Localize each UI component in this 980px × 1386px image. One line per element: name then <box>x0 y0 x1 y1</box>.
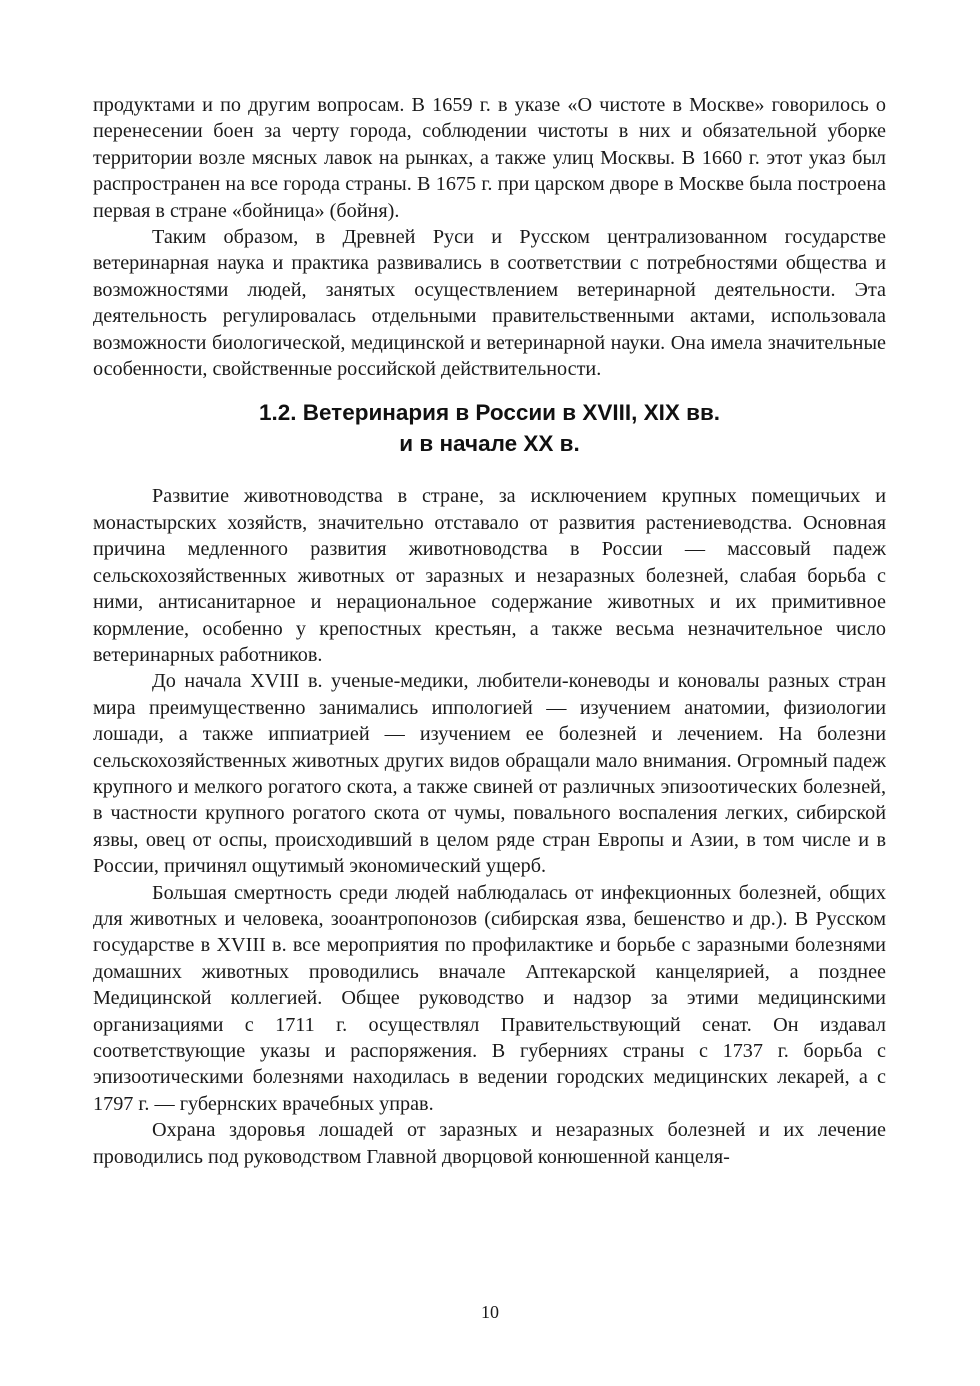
paragraph-5: Большая смертность среди людей наблюдалась от инфекционных болезней, общих для животных и человека, зооантропонозов (сибирская язва, бешенство и др.). В Русском государстве в XVIII в. все мероприятия по профилактике и борьбе с заразными болезнями домашних животных проводились вначале Аптекарской канцелярией, а позднее Медицинской коллегией. Общее руководство и надзор за этими медицинскими организациями с 1711 г. осуществлял Правительствующий сенат. Он издавал соответствующие указы и распоряжения. В губерниях страны с 1737 г. борьба с эпизоотическими болезнями находилась в ведении городских медицинских лекарей, а с 1797 г. — губернских врачебных управ. <box>93 881 886 1115</box>
paragraph-4: До начала XVIII в. ученые-медики, любители-коневоды и коновалы разных стран мира преимущественно занимались иппологией — изучением анатомии, физиологии лошади, а также иппиатрией — изучением ее болезней и лечением. На болезни сельскохозяйственных животных других видов обращали мало внимания. Огромный падеж крупного и мелкого рогатого скота, а также свиней от различных эпизоотических болезней, в частности крупного рогатого скота от чумы, повального воспаления легких, сибирской язвы, овец от оспы, происходивший в целом ряде стран Европы и Азии, в том числе и в России, причинял ощутимый экономический ущерб. <box>93 670 886 878</box>
section-heading <box>93 397 886 459</box>
paragraph-3: Развитие животноводства в стране, за исключением крупных помещичьих и монастырских хозяйств, значительно отставало от развития растениеводства. Основная причина медленного развития животноводства в России — массовый падеж сельскохозяйственных животных от заразных и незаразных болезней, слабая борьба с ними, антисанитарное и нерациональное содержание животных и их примитивное кормление, особенно у крепостных крестьян, а также весьма незначительное число ветеринарных работников. <box>93 485 886 666</box>
paragraph-6: Охрана здоровья лошадей от заразных и незаразных болезней и их лечение проводились под руководством Главной дворцовой конюшенной канцеля- <box>93 1119 886 1168</box>
page-number: 10 <box>481 1302 499 1322</box>
page-body <box>93 92 886 1170</box>
section-heading-line-1: 1.2. Ветеринария в России в XVIII, XIX вв. <box>258 400 721 426</box>
section-heading-line-2: и в начале XX в. <box>399 431 580 457</box>
paragraph-2: Таким образом, в Древней Руси и Русском централизованном государстве ветеринарная наука и практика развивались в соответствии с потребностями общества и возможностями людей, занятых осуществлением ветеринарной деятельности. Эта деятельность регулировалась отдельными правительственными актами, использовала возможности биологической, медицинской и ветеринарной науки. Она имела значительные особенности, свойственные российской действительности. <box>93 226 886 381</box>
paragraph-1: продуктами и по другим вопросам. В 1659 г. в указе «О чистоте в Москве» говорилось о перенесении боен за черту города, соблюдении чистоты в них и обязательной уборке территории возле мясных лавок на рынках, а также улиц Москвы. В 1660 г. этот указ был распространен на все города страны. В 1675 г. при царском дворе в Москве была построена первая в стране «бойница» (бойня). <box>93 94 886 222</box>
